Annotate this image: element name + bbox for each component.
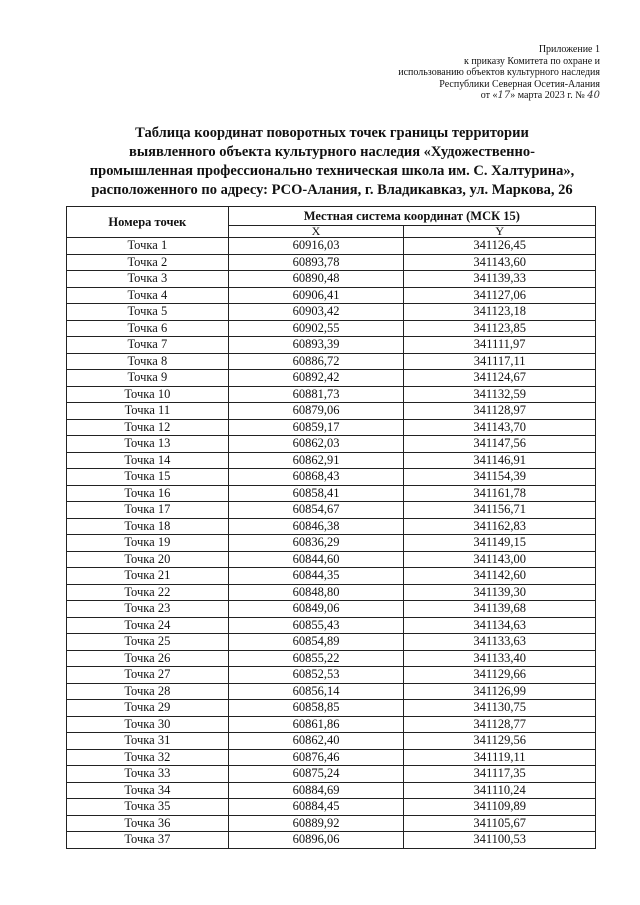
- point-name-cell: Точка 32: [67, 749, 229, 766]
- y-coordinate-cell: 341134,63: [404, 617, 596, 634]
- x-coordinate-cell: 60868,43: [228, 469, 404, 486]
- point-name-cell: Точка 12: [67, 419, 229, 436]
- order-number: 40: [587, 90, 600, 101]
- y-coordinate-cell: 341128,77: [404, 716, 596, 733]
- table-row: [67, 832, 596, 849]
- table-row: [67, 436, 596, 453]
- y-coordinate-cell: 341117,11: [404, 353, 596, 370]
- table-row: [67, 287, 596, 304]
- column-header-system: Местная система координат (МСК 15): [228, 207, 595, 226]
- x-coordinate-cell: 60862,03: [228, 436, 404, 453]
- y-coordinate-cell: 341129,66: [404, 667, 596, 684]
- table-row: [67, 403, 596, 420]
- table-row: [67, 667, 596, 684]
- y-coordinate-cell: 341119,11: [404, 749, 596, 766]
- table-row: [67, 469, 596, 486]
- table-row: [67, 766, 596, 783]
- x-coordinate-cell: 60896,06: [228, 832, 404, 849]
- table-row: [67, 551, 596, 568]
- point-name-cell: Точка 17: [67, 502, 229, 519]
- x-coordinate-cell: 60886,72: [228, 353, 404, 370]
- document-title: [72, 124, 592, 200]
- table-row: [67, 782, 596, 799]
- x-coordinate-cell: 60844,60: [228, 551, 404, 568]
- point-name-cell: Точка 13: [67, 436, 229, 453]
- x-coordinate-cell: 60879,06: [228, 403, 404, 420]
- table-row: [67, 601, 596, 618]
- table-row: [67, 502, 596, 519]
- point-name-cell: Точка 22: [67, 584, 229, 601]
- point-name-cell: Точка 30: [67, 716, 229, 733]
- point-name-cell: Точка 31: [67, 733, 229, 750]
- y-coordinate-cell: 341123,85: [404, 320, 596, 337]
- y-coordinate-cell: 341161,78: [404, 485, 596, 502]
- y-coordinate-cell: 341124,67: [404, 370, 596, 387]
- x-coordinate-cell: 60858,41: [228, 485, 404, 502]
- x-coordinate-cell: 60903,42: [228, 304, 404, 321]
- y-coordinate-cell: 341149,15: [404, 535, 596, 552]
- order-date-line: [398, 90, 600, 102]
- table-row: [67, 304, 596, 321]
- x-coordinate-cell: 60854,67: [228, 502, 404, 519]
- x-coordinate-cell: 60881,73: [228, 386, 404, 403]
- point-name-cell: Точка 19: [67, 535, 229, 552]
- point-name-cell: Точка 1: [67, 238, 229, 255]
- republic-name: Республики Северная Осетия-Алания: [439, 78, 600, 90]
- table-row: [67, 535, 596, 552]
- y-coordinate-cell: 341143,00: [404, 551, 596, 568]
- date-prefix: от «: [480, 90, 498, 101]
- table-row: [67, 518, 596, 535]
- table-row: [67, 419, 596, 436]
- y-coordinate-cell: 341146,91: [404, 452, 596, 469]
- point-name-cell: Точка 35: [67, 799, 229, 816]
- date-mid: » марта 2023 г. №: [510, 90, 585, 101]
- column-header-x: X: [228, 226, 404, 238]
- table-row: [67, 799, 596, 816]
- table-row: [67, 320, 596, 337]
- x-coordinate-cell: 60884,45: [228, 799, 404, 816]
- x-coordinate-cell: 60848,80: [228, 584, 404, 601]
- y-coordinate-cell: 341105,67: [404, 815, 596, 832]
- x-coordinate-cell: 60902,55: [228, 320, 404, 337]
- point-name-cell: Точка 27: [67, 667, 229, 684]
- y-coordinate-cell: 341139,33: [404, 271, 596, 288]
- x-coordinate-cell: 60852,53: [228, 667, 404, 684]
- point-name-cell: Точка 26: [67, 650, 229, 667]
- point-name-cell: Точка 9: [67, 370, 229, 387]
- y-coordinate-cell: 341147,56: [404, 436, 596, 453]
- table-row: [67, 749, 596, 766]
- y-coordinate-cell: 341129,56: [404, 733, 596, 750]
- point-name-cell: Точка 37: [67, 832, 229, 849]
- y-coordinate-cell: 341128,97: [404, 403, 596, 420]
- table-row: [67, 271, 596, 288]
- appendix-label: Приложение 1: [538, 44, 600, 55]
- point-name-cell: Точка 29: [67, 700, 229, 717]
- x-coordinate-cell: 60876,46: [228, 749, 404, 766]
- point-name-cell: Точка 36: [67, 815, 229, 832]
- point-name-cell: Точка 8: [67, 353, 229, 370]
- x-coordinate-cell: 60859,17: [228, 419, 404, 436]
- y-coordinate-cell: 341154,39: [404, 469, 596, 486]
- y-coordinate-cell: 341143,70: [404, 419, 596, 436]
- table-row: [67, 386, 596, 403]
- point-name-cell: Точка 34: [67, 782, 229, 799]
- order-reference: к приказу Комитета по охране и: [463, 55, 600, 67]
- y-coordinate-cell: 341133,40: [404, 650, 596, 667]
- x-coordinate-cell: 60849,06: [228, 601, 404, 618]
- x-coordinate-cell: 60890,48: [228, 271, 404, 288]
- x-coordinate-cell: 60916,03: [228, 238, 404, 255]
- y-coordinate-cell: 341130,75: [404, 700, 596, 717]
- table-row: [67, 370, 596, 387]
- table-row: [67, 733, 596, 750]
- point-name-cell: Точка 4: [67, 287, 229, 304]
- table-row: [67, 337, 596, 354]
- title-line-2: выявленного объекта культурного наследия «Художественно-: [129, 144, 535, 160]
- point-name-cell: Точка 28: [67, 683, 229, 700]
- point-name-cell: Точка 7: [67, 337, 229, 354]
- table-row: [67, 634, 596, 651]
- x-coordinate-cell: 60893,39: [228, 337, 404, 354]
- title-line-3: промышленная профессионально техническая школа им. С. Халтурина»,: [89, 163, 575, 179]
- x-coordinate-cell: 60854,89: [228, 634, 404, 651]
- point-name-cell: Точка 23: [67, 601, 229, 618]
- y-coordinate-cell: 341126,45: [404, 238, 596, 255]
- y-coordinate-cell: 341111,97: [404, 337, 596, 354]
- table-row: [67, 238, 596, 255]
- table-row: [67, 617, 596, 634]
- point-name-cell: Точка 2: [67, 254, 229, 271]
- coordinates-table: [66, 206, 596, 849]
- y-coordinate-cell: 341156,71: [404, 502, 596, 519]
- point-name-cell: Точка 20: [67, 551, 229, 568]
- column-header-y: Y: [404, 226, 596, 238]
- x-coordinate-cell: 60906,41: [228, 287, 404, 304]
- date-day: 17: [497, 90, 511, 101]
- table-row: [67, 700, 596, 717]
- point-name-cell: Точка 10: [67, 386, 229, 403]
- y-coordinate-cell: 341100,53: [404, 832, 596, 849]
- table-row: [67, 353, 596, 370]
- x-coordinate-cell: 60884,69: [228, 782, 404, 799]
- x-coordinate-cell: 60855,43: [228, 617, 404, 634]
- x-coordinate-cell: 60844,35: [228, 568, 404, 585]
- y-coordinate-cell: 341133,63: [404, 634, 596, 651]
- table-row: [67, 452, 596, 469]
- table-row: [67, 650, 596, 667]
- title-line-4: расположенного по адресу: РСО-Алания, г. Владикавказ, ул. Маркова, 26: [91, 182, 573, 198]
- x-coordinate-cell: 60862,91: [228, 452, 404, 469]
- x-coordinate-cell: 60858,85: [228, 700, 404, 717]
- y-coordinate-cell: 341127,06: [404, 287, 596, 304]
- x-coordinate-cell: 60861,86: [228, 716, 404, 733]
- point-name-cell: Точка 16: [67, 485, 229, 502]
- point-name-cell: Точка 33: [67, 766, 229, 783]
- table-row: [67, 485, 596, 502]
- point-name-cell: Точка 18: [67, 518, 229, 535]
- x-coordinate-cell: 60846,38: [228, 518, 404, 535]
- table-row: [67, 716, 596, 733]
- appendix-header: [398, 44, 600, 102]
- x-coordinate-cell: 60875,24: [228, 766, 404, 783]
- x-coordinate-cell: 60892,42: [228, 370, 404, 387]
- y-coordinate-cell: 341110,24: [404, 782, 596, 799]
- point-name-cell: Точка 25: [67, 634, 229, 651]
- y-coordinate-cell: 341126,99: [404, 683, 596, 700]
- point-name-cell: Точка 21: [67, 568, 229, 585]
- column-header-points: Номера точек: [67, 207, 229, 238]
- y-coordinate-cell: 341139,68: [404, 601, 596, 618]
- y-coordinate-cell: 341132,59: [404, 386, 596, 403]
- y-coordinate-cell: 341142,60: [404, 568, 596, 585]
- x-coordinate-cell: 60856,14: [228, 683, 404, 700]
- x-coordinate-cell: 60836,29: [228, 535, 404, 552]
- y-coordinate-cell: 341123,18: [404, 304, 596, 321]
- point-name-cell: Точка 14: [67, 452, 229, 469]
- y-coordinate-cell: 341117,35: [404, 766, 596, 783]
- y-coordinate-cell: 341162,83: [404, 518, 596, 535]
- committee-name: использованию объектов культурного наследия: [398, 67, 600, 78]
- table-row: [67, 568, 596, 585]
- y-coordinate-cell: 341109,89: [404, 799, 596, 816]
- x-coordinate-cell: 60893,78: [228, 254, 404, 271]
- point-name-cell: Точка 5: [67, 304, 229, 321]
- point-name-cell: Точка 15: [67, 469, 229, 486]
- x-coordinate-cell: 60862,40: [228, 733, 404, 750]
- table-row: [67, 683, 596, 700]
- title-line-1: Таблица координат поворотных точек границы территории: [135, 125, 529, 141]
- table-row: [67, 254, 596, 271]
- table-row: [67, 584, 596, 601]
- point-name-cell: Точка 3: [67, 271, 229, 288]
- point-name-cell: Точка 24: [67, 617, 229, 634]
- y-coordinate-cell: 341143,60: [404, 254, 596, 271]
- table-body: [67, 238, 596, 849]
- x-coordinate-cell: 60889,92: [228, 815, 404, 832]
- table-row: [67, 815, 596, 832]
- point-name-cell: Точка 6: [67, 320, 229, 337]
- y-coordinate-cell: 341139,30: [404, 584, 596, 601]
- x-coordinate-cell: 60855,22: [228, 650, 404, 667]
- point-name-cell: Точка 11: [67, 403, 229, 420]
